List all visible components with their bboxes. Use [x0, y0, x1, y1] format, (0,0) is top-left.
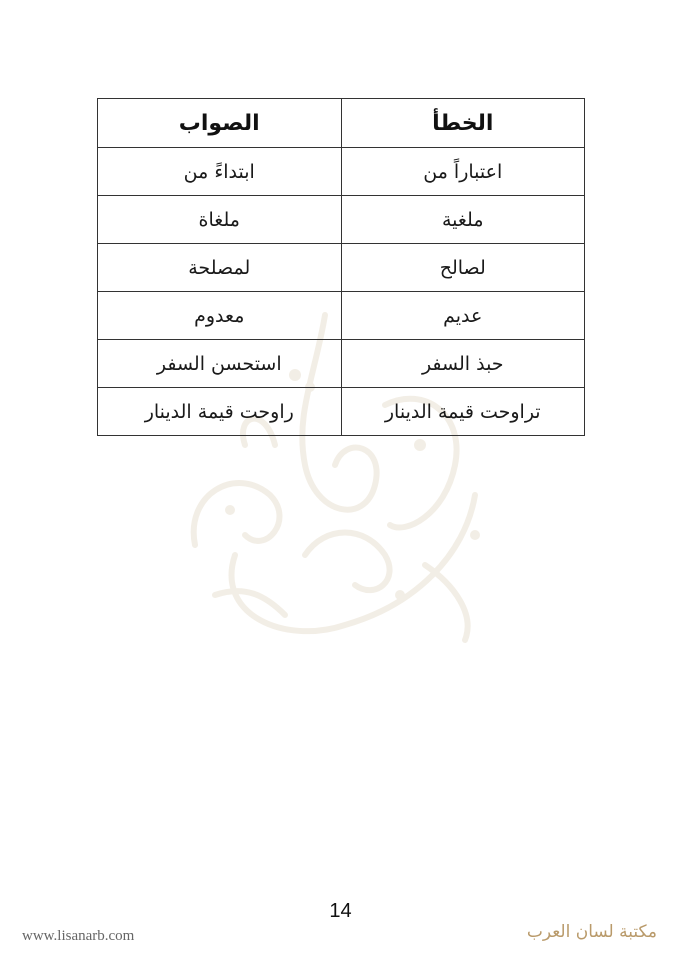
cell-wrong: عديم [341, 292, 585, 340]
cell-right: ملغاة [98, 196, 342, 244]
footer-brand: مكتبة لسان العرب [526, 922, 657, 942]
cell-wrong: حبذ السفر [341, 340, 585, 388]
table-header-row [98, 99, 585, 148]
table-row [98, 340, 585, 388]
table-row [98, 388, 585, 436]
header-right: الصواب [98, 99, 342, 148]
page-number: 14 [329, 900, 352, 922]
cell-right: راوحت قيمة الدينار [98, 388, 342, 436]
cell-right: ابتداءً من [98, 148, 342, 196]
cell-wrong: اعتباراً من [341, 148, 585, 196]
table-row [98, 244, 585, 292]
table-row [98, 148, 585, 196]
cell-wrong: تراوحت قيمة الدينار [341, 388, 585, 436]
cell-right: لمصلحة [98, 244, 342, 292]
cell-wrong: ملغية [341, 196, 585, 244]
corrections-table [97, 98, 585, 436]
table-row [98, 196, 585, 244]
cell-right: معدوم [98, 292, 342, 340]
footer-url: www.lisanarb.com [22, 928, 135, 944]
cell-wrong: لصالح [341, 244, 585, 292]
cell-right: استحسن السفر [98, 340, 342, 388]
table-row [98, 292, 585, 340]
header-wrong: الخطأ [341, 99, 585, 148]
